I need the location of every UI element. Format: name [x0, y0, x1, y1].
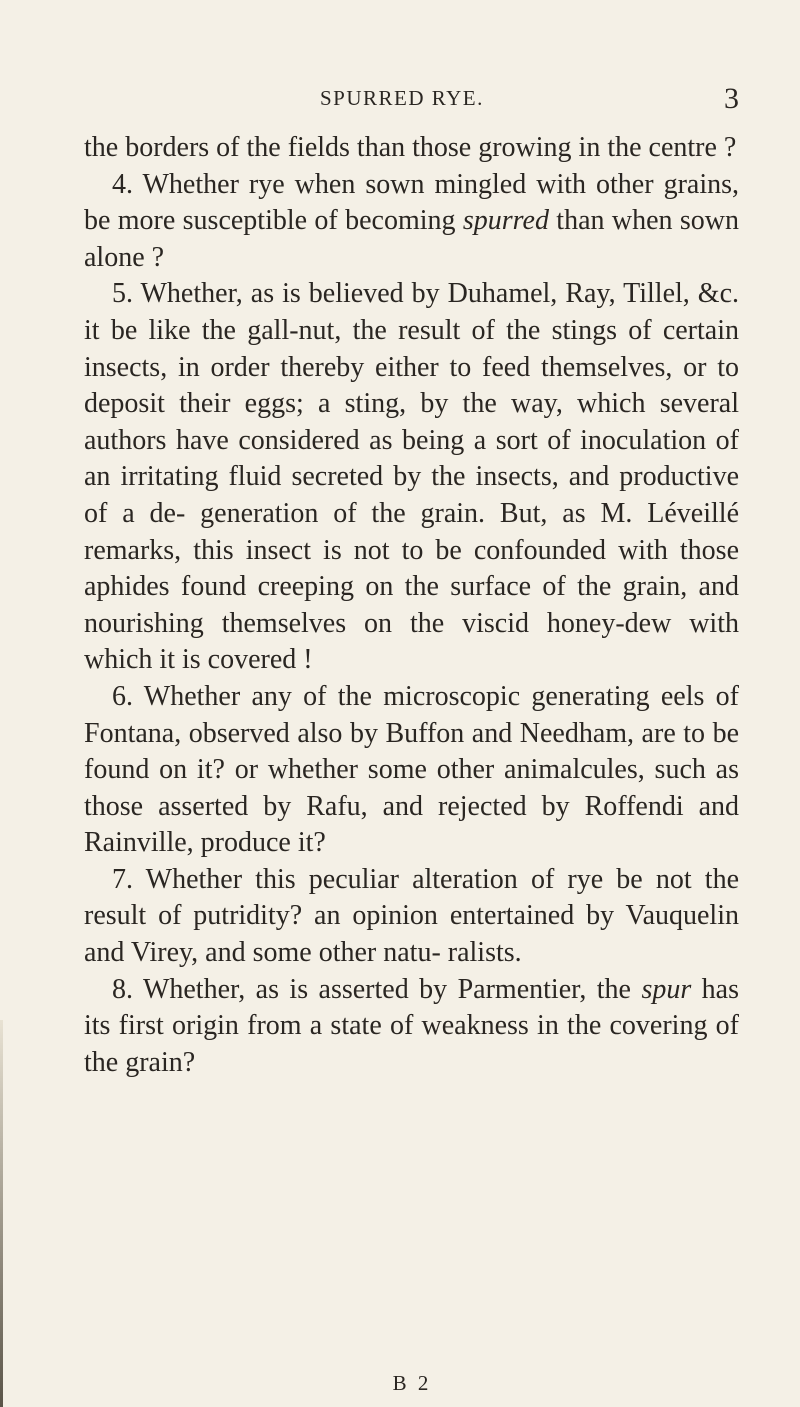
- page-header: [84, 82, 739, 118]
- paragraph-item-7: 7. Whether this peculiar alteration of rye be not the result of putridity? an opinion entertained by Vauquelin and Virey, and some other natu- ralists.: [84, 863, 739, 969]
- paragraph-item-6: 6. Whether any of the microscopic generating eels of Fontana, observed also by Buffon and Needham, are to be found on it? or whether some other animalcules, such as those asserted by Rafu, and rejected by Roffendi and Rainville, produce it?: [84, 680, 739, 859]
- signature-mark: B 2: [392, 1371, 432, 1395]
- page-edge-shadow: [0, 1020, 3, 1407]
- running-head: SPURRED RYE.: [320, 86, 484, 110]
- paragraph-continuation: the borders of the fields than those growing in the centre ?: [84, 132, 737, 163]
- paragraph-item-5: 5. Whether, as is believed by Duhamel, Ray, Tillel, &c. it be like the gall-nut, the result of the stings of certain insects, in order thereby either to feed themselves, or to deposit their eggs; a sting, by the way, which several authors have considered as being a sort of inoculation of an irritating fluid secreted by the insects, and productive of a de- generation of the grain. But, as M. Léveillé remarks, this insect is not to be confounded with those aphides found creeping on the surface of the grain, and nourishing themselves on the viscid honey-dew with which it is covered !: [84, 278, 739, 676]
- page-number: 3: [724, 82, 739, 115]
- paragraph-item-4: 4. Whether rye when sown mingled with other grains, be more susceptible of becoming spurred than when sown alone ?: [84, 168, 739, 273]
- body-text: [84, 130, 739, 1081]
- paragraph-item-8: 8. Whether, as is asserted by Parmentier, the spur has its first origin from a state of weakness in the covering of the grain?: [84, 973, 740, 1078]
